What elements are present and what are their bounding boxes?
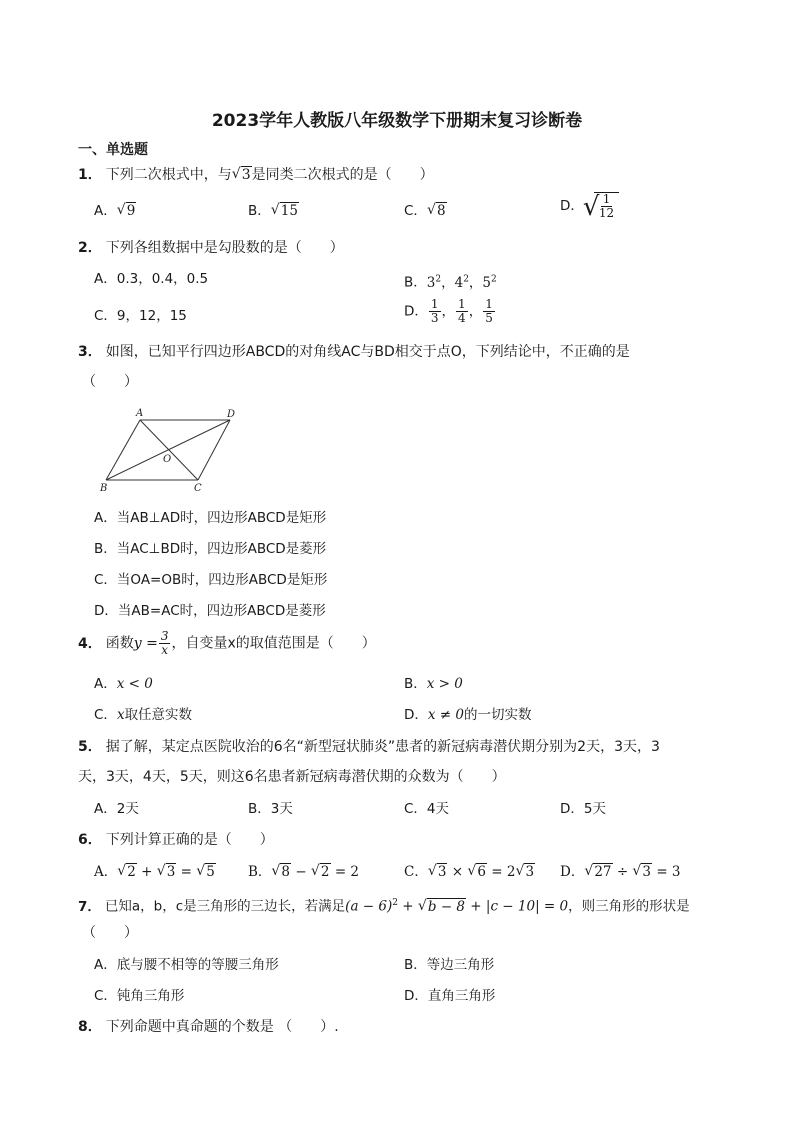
diagonal-bd [106, 420, 230, 480]
section-heading: 一、单选题 [78, 142, 148, 158]
q5-option-d[interactable]: D．5天 [560, 801, 606, 817]
question-5: 5． 据了解，某定点医院收治的6名“新型冠状肺炎”患者的新冠病毒潜伏期分别为2天，3天，3 [78, 739, 660, 755]
q5-option-b[interactable]: B．3天 [248, 801, 293, 817]
q6-option-d[interactable]: D．√ 27 ÷ √ 3 = 3 [560, 862, 681, 882]
q4-option-d[interactable]: D．x ≠ 0的一切实数 [404, 707, 532, 723]
vertex-label-a: A [136, 408, 144, 419]
q1-option-c[interactable]: C．√ 8 [404, 201, 447, 221]
question-3: 3． 如图，已知平行四边形ABCD的对角线AC与BD相交于点O，下列结论中，不正确的是 [78, 344, 630, 360]
question-8: 8． 下列命题中真命题的个数是 （ ）. [78, 1019, 339, 1035]
question-5-line2: 天，3天，4天，5天，则这6名患者新冠病毒潜伏期的众数为（ ） [78, 769, 506, 785]
question-6: 6． 下列计算正确的是（ ） [78, 832, 274, 848]
question-3-paren: （ ） [82, 374, 138, 390]
q6-option-c[interactable]: C．√ 3 × √ 6 = 2√ 3 [404, 862, 535, 882]
q7-option-b[interactable]: B．等边三角形 [404, 957, 495, 973]
question-text: 是同类二次根式的是（ ） [251, 167, 434, 183]
question-text: 下列各组数据中是勾股数的是（ ） [105, 240, 344, 256]
q2-option-b[interactable]: B．$3^2$，$4^2$，$5^2$ [404, 274, 497, 291]
question-1 [78, 165, 434, 185]
radical: √ 3 [232, 165, 252, 185]
q3-option-c[interactable]: C．当OA=OB时，四边形ABCD是矩形 [94, 572, 328, 588]
q5-option-a[interactable]: A．2天 [94, 801, 139, 817]
q4-option-a[interactable]: A．x < 0 [94, 676, 153, 692]
vertex-label-b: B [100, 483, 108, 494]
q3-option-a[interactable]: A．当AB⊥AD时，四边形ABCD是矩形 [94, 510, 327, 526]
vertex-label-c: C [194, 483, 202, 494]
question-text: 如图，已知平行四边形ABCD的对角线AC与BD相交于点O，下列结论中，不正确的是 [105, 344, 630, 360]
q4-option-b[interactable]: B．x > 0 [404, 676, 463, 692]
question-2: 2． 下列各组数据中是勾股数的是（ ） [78, 240, 344, 256]
vertex-label-d: D [227, 409, 236, 420]
q1-option-b[interactable]: B．√ 15 [248, 201, 299, 221]
question-4: 4． 函数y = $\frac{3}{x}$ ，自变量x的取值范围是（ ） [78, 629, 376, 657]
side-dc [198, 420, 230, 480]
page-title: 2023学年人教版八年级数学下册期末复习诊断卷 [211, 111, 583, 131]
side-ba [106, 420, 140, 480]
q1-option-a[interactable]: A．√ 9 [94, 201, 136, 221]
q4-option-c[interactable]: C．x取任意实数 [94, 707, 193, 723]
question-number: 1． [78, 167, 102, 183]
q6-option-b[interactable]: B．√ 8 − √ 2 = 2 [248, 862, 359, 882]
q2-option-d[interactable]: D． $\frac{1}{3}$ ， $\frac{1}{4}$ ， $\frac{1}{5}$ [404, 297, 493, 325]
q7-option-a[interactable]: A．底与腰不相等的等腰三角形 [94, 957, 279, 973]
q2-option-c[interactable]: C．9，12，15 [94, 308, 187, 324]
q7-option-d[interactable]: D．直角三角形 [404, 988, 496, 1004]
q1-option-d[interactable]: D． √ $\frac{1}{12}$ [560, 192, 619, 220]
q3-option-d[interactable]: D．当AB=AC时，四边形ABCD是菱形 [94, 603, 326, 619]
q7-option-c[interactable]: C．钝角三角形 [94, 988, 185, 1004]
question-7: 7． 已知a，b，c是三角形的三边长，若满足$(a - 6)^2$ + √ b − 8 + |c − 10| = 0，则三角形的形状是 [78, 893, 690, 917]
question-7-paren: （ ） [82, 925, 138, 941]
q2-option-a[interactable]: A．0.3，0.4，0.5 [94, 271, 209, 287]
question-text: 下列二次根式中，与 [105, 167, 232, 183]
q3-option-b[interactable]: B．当AC⊥BD时，四边形ABCD是菱形 [94, 541, 327, 557]
vertex-label-o: O [163, 454, 172, 465]
q6-option-a[interactable]: A．√ 2 + √ 3 = √ 5 [94, 862, 216, 882]
q5-option-c[interactable]: C．4天 [404, 801, 450, 817]
parallelogram-figure [96, 404, 246, 496]
